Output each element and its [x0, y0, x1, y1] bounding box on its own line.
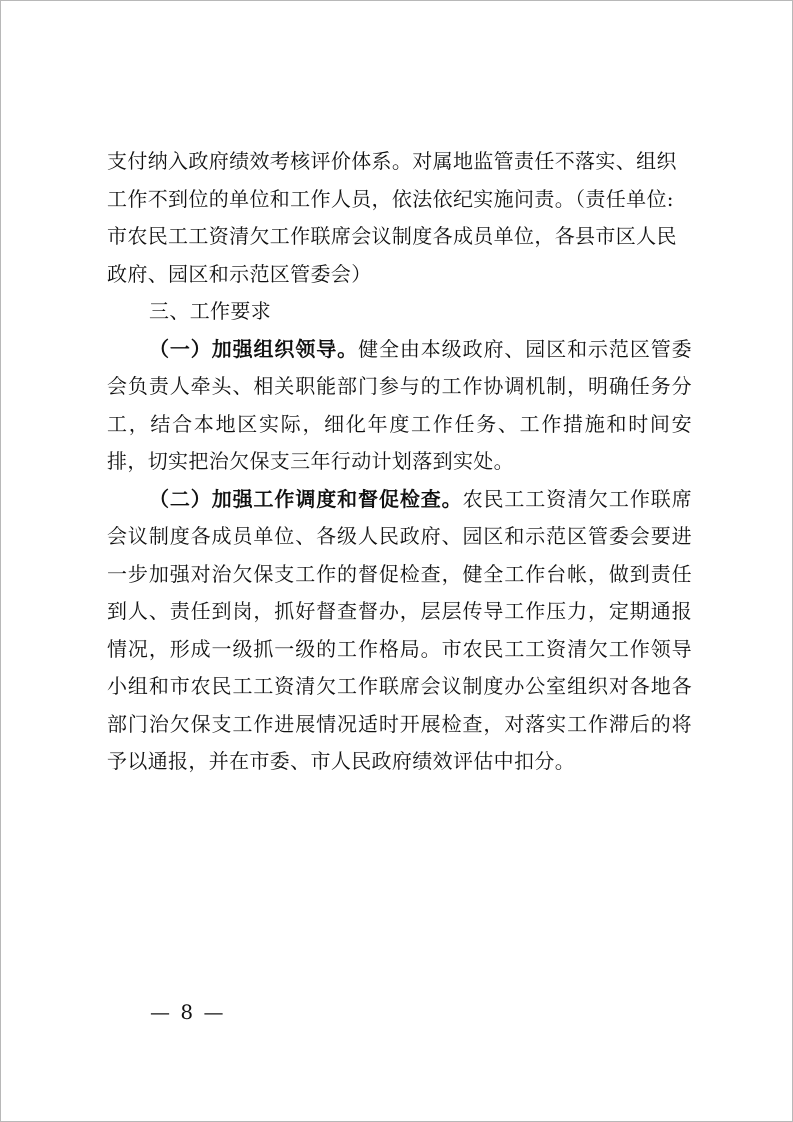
item-2-title: （二）加强工作调度和督促检查。: [149, 486, 463, 511]
item-1-paragraph: [107, 331, 692, 481]
page-number: — 8 —: [150, 1000, 226, 1024]
document-body: [107, 143, 692, 781]
paragraph-1-line-3: 市农民工工资清欠工作联席会议制度各成员单位，各县市区人民: [107, 224, 677, 248]
item-1-title: （一）加强组织领导。: [149, 336, 359, 361]
section-heading: 三、工作要求: [149, 299, 272, 323]
paragraph-1-line-1: 支付纳入政府绩效考核评价体系。对属地监管责任不落实、组织: [107, 149, 677, 173]
paragraph-1-line-2: 工作不到位的单位和工作人员，依法依纪实施问责。（责任单位:: [107, 186, 674, 211]
item-2-paragraph: [107, 481, 692, 781]
paragraph-1-line-4: 政府、园区和示范区管委会）: [107, 261, 372, 286]
item-1-body: 健全由本级政府、园区和示范区管委会负责人牵头、相关职能部门参与的工作协调机制，明确任务分工，结合本地区实际，细化年度工作任务、工作措施和时间安排，切实把治欠保支三年行动计划落到实处。: [107, 336, 692, 473]
paragraph-1: [107, 143, 692, 293]
item-2-body: 农民工工资清欠工作联席会议制度各成员单位、各级人民政府、园区和示范区管委会要进一步加强对治欠保支工作的督促检查，健全工作台帐，做到责任到人、责任到岗，抓好督查督办，层层传导工作压力，定期通报情况，形成一级抓一级的工作格局。市农民工工资清欠工作领导小组和市农民工工资清欠工作联席会议制度办公室组织对各地各部门治欠保支工作进展情况适时开展检查，对落实工作滞后的将予以通报，并在市委、市人民政府绩效评估中扣分。: [107, 486, 692, 773]
